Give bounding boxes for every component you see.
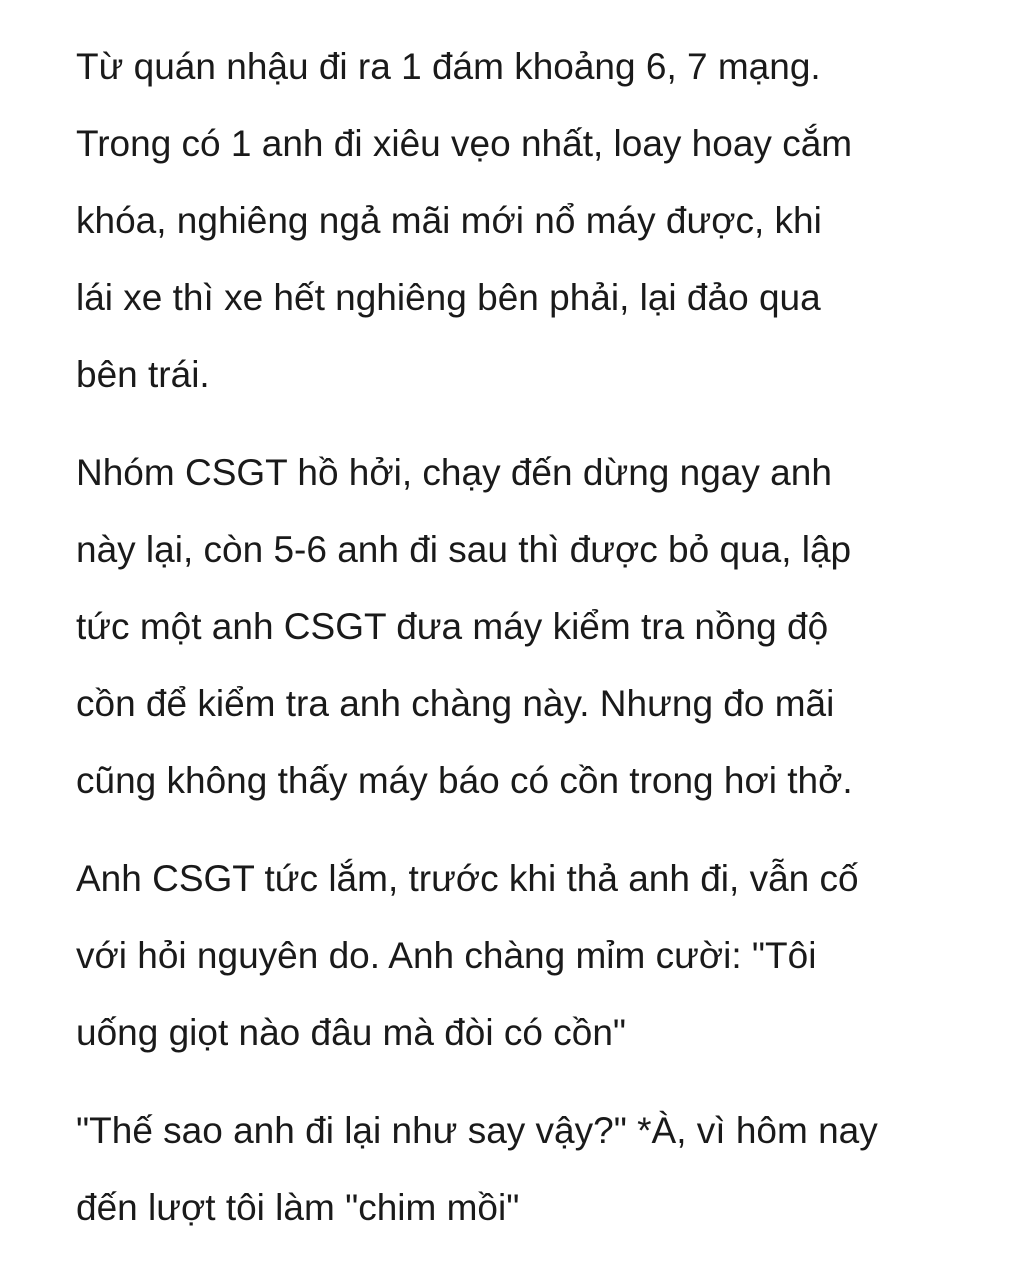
text-line: với hỏi nguyên do. Anh chàng mỉm cười: "Tôi: [76, 935, 817, 976]
text-line: Trong có 1 anh đi xiêu vẹo nhất, loay hoay cắm: [76, 123, 853, 164]
text-line: cũng không thấy máy báo có cồn trong hơi thở.: [76, 760, 853, 801]
text-line: cồn để kiểm tra anh chàng này. Nhưng đo mãi: [76, 683, 835, 724]
text-line: khóa, nghiêng ngả mãi mới nổ máy được, khi: [76, 200, 822, 241]
paragraph-4: [76, 1092, 976, 1246]
text-line: lái xe thì xe hết nghiêng bên phải, lại đảo qua: [76, 277, 821, 318]
paragraph-1: [76, 28, 976, 413]
text-line: tức một anh CSGT đưa máy kiểm tra nồng độ: [76, 606, 829, 647]
article-body: [76, 28, 976, 1267]
text-line: "Thế sao anh đi lại như say vậy?" *À, vì hôm nay: [76, 1110, 878, 1151]
paragraph-3: [76, 840, 976, 1071]
text-line: bên trái.: [76, 354, 210, 395]
text-line: này lại, còn 5-6 anh đi sau thì được bỏ qua, lập: [76, 529, 852, 570]
text-line: Anh CSGT tức lắm, trước khi thả anh đi, vẫn cố: [76, 858, 859, 899]
text-line: Nhóm CSGT hồ hởi, chạy đến dừng ngay anh: [76, 452, 832, 493]
paragraph-2: [76, 434, 976, 819]
text-line: Từ quán nhậu đi ra 1 đám khoảng 6, 7 mạng.: [76, 46, 821, 87]
text-line: đến lượt tôi làm "chim mồi": [76, 1187, 520, 1228]
text-line: uống giọt nào đâu mà đòi có cồn": [76, 1012, 627, 1053]
